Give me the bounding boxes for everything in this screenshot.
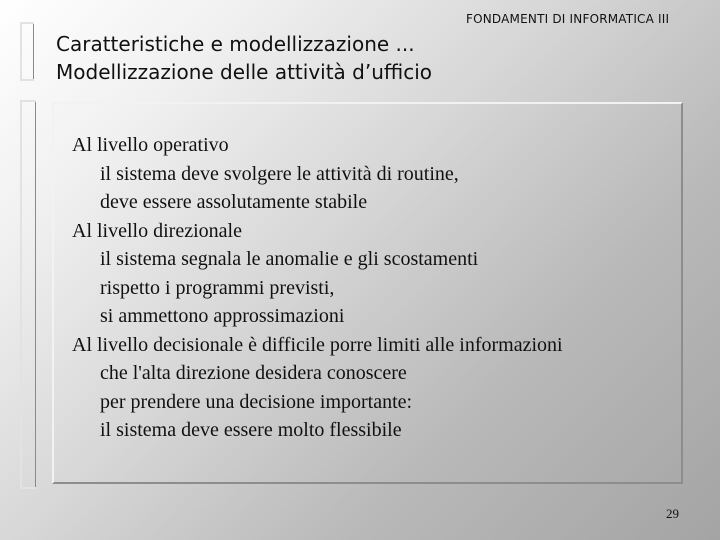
course-header: FONDAMENTI DI INFORMATICA III xyxy=(466,12,670,26)
body-line: per prendere una decisione importante: xyxy=(100,390,413,413)
body-line: Al livello operativo xyxy=(72,134,229,156)
body-line: il sistema segnala le anomalie e gli scostamenti xyxy=(100,248,479,270)
body-line: deve essere assolutamente stabile xyxy=(100,191,368,213)
body-line: Al livello decisionale è difficile porre limiti alle informazioni xyxy=(72,333,563,356)
body-bracket-decoration xyxy=(20,100,36,489)
slide-title-line-1: Caratteristiche e modellizzazione ... xyxy=(56,32,415,56)
body-line: il sistema deve svolgere le attività di routine, xyxy=(100,162,459,185)
body-line: che l'alta direzione desidera conoscere xyxy=(100,362,407,384)
slide-title xyxy=(56,30,432,86)
body-line: si ammettono approssimazioni xyxy=(100,305,345,327)
body-line: il sistema deve essere molto flessibile xyxy=(100,419,402,441)
slide-body xyxy=(72,131,672,445)
body-line: rispetto i programmi previsti, xyxy=(100,276,335,299)
page-number: 29 xyxy=(666,506,679,521)
slide-title-line-2: Modellizzazione delle attività d’ufficio xyxy=(56,60,433,84)
title-bracket-decoration xyxy=(20,22,34,81)
body-line: Al livello direzionale xyxy=(72,219,242,242)
